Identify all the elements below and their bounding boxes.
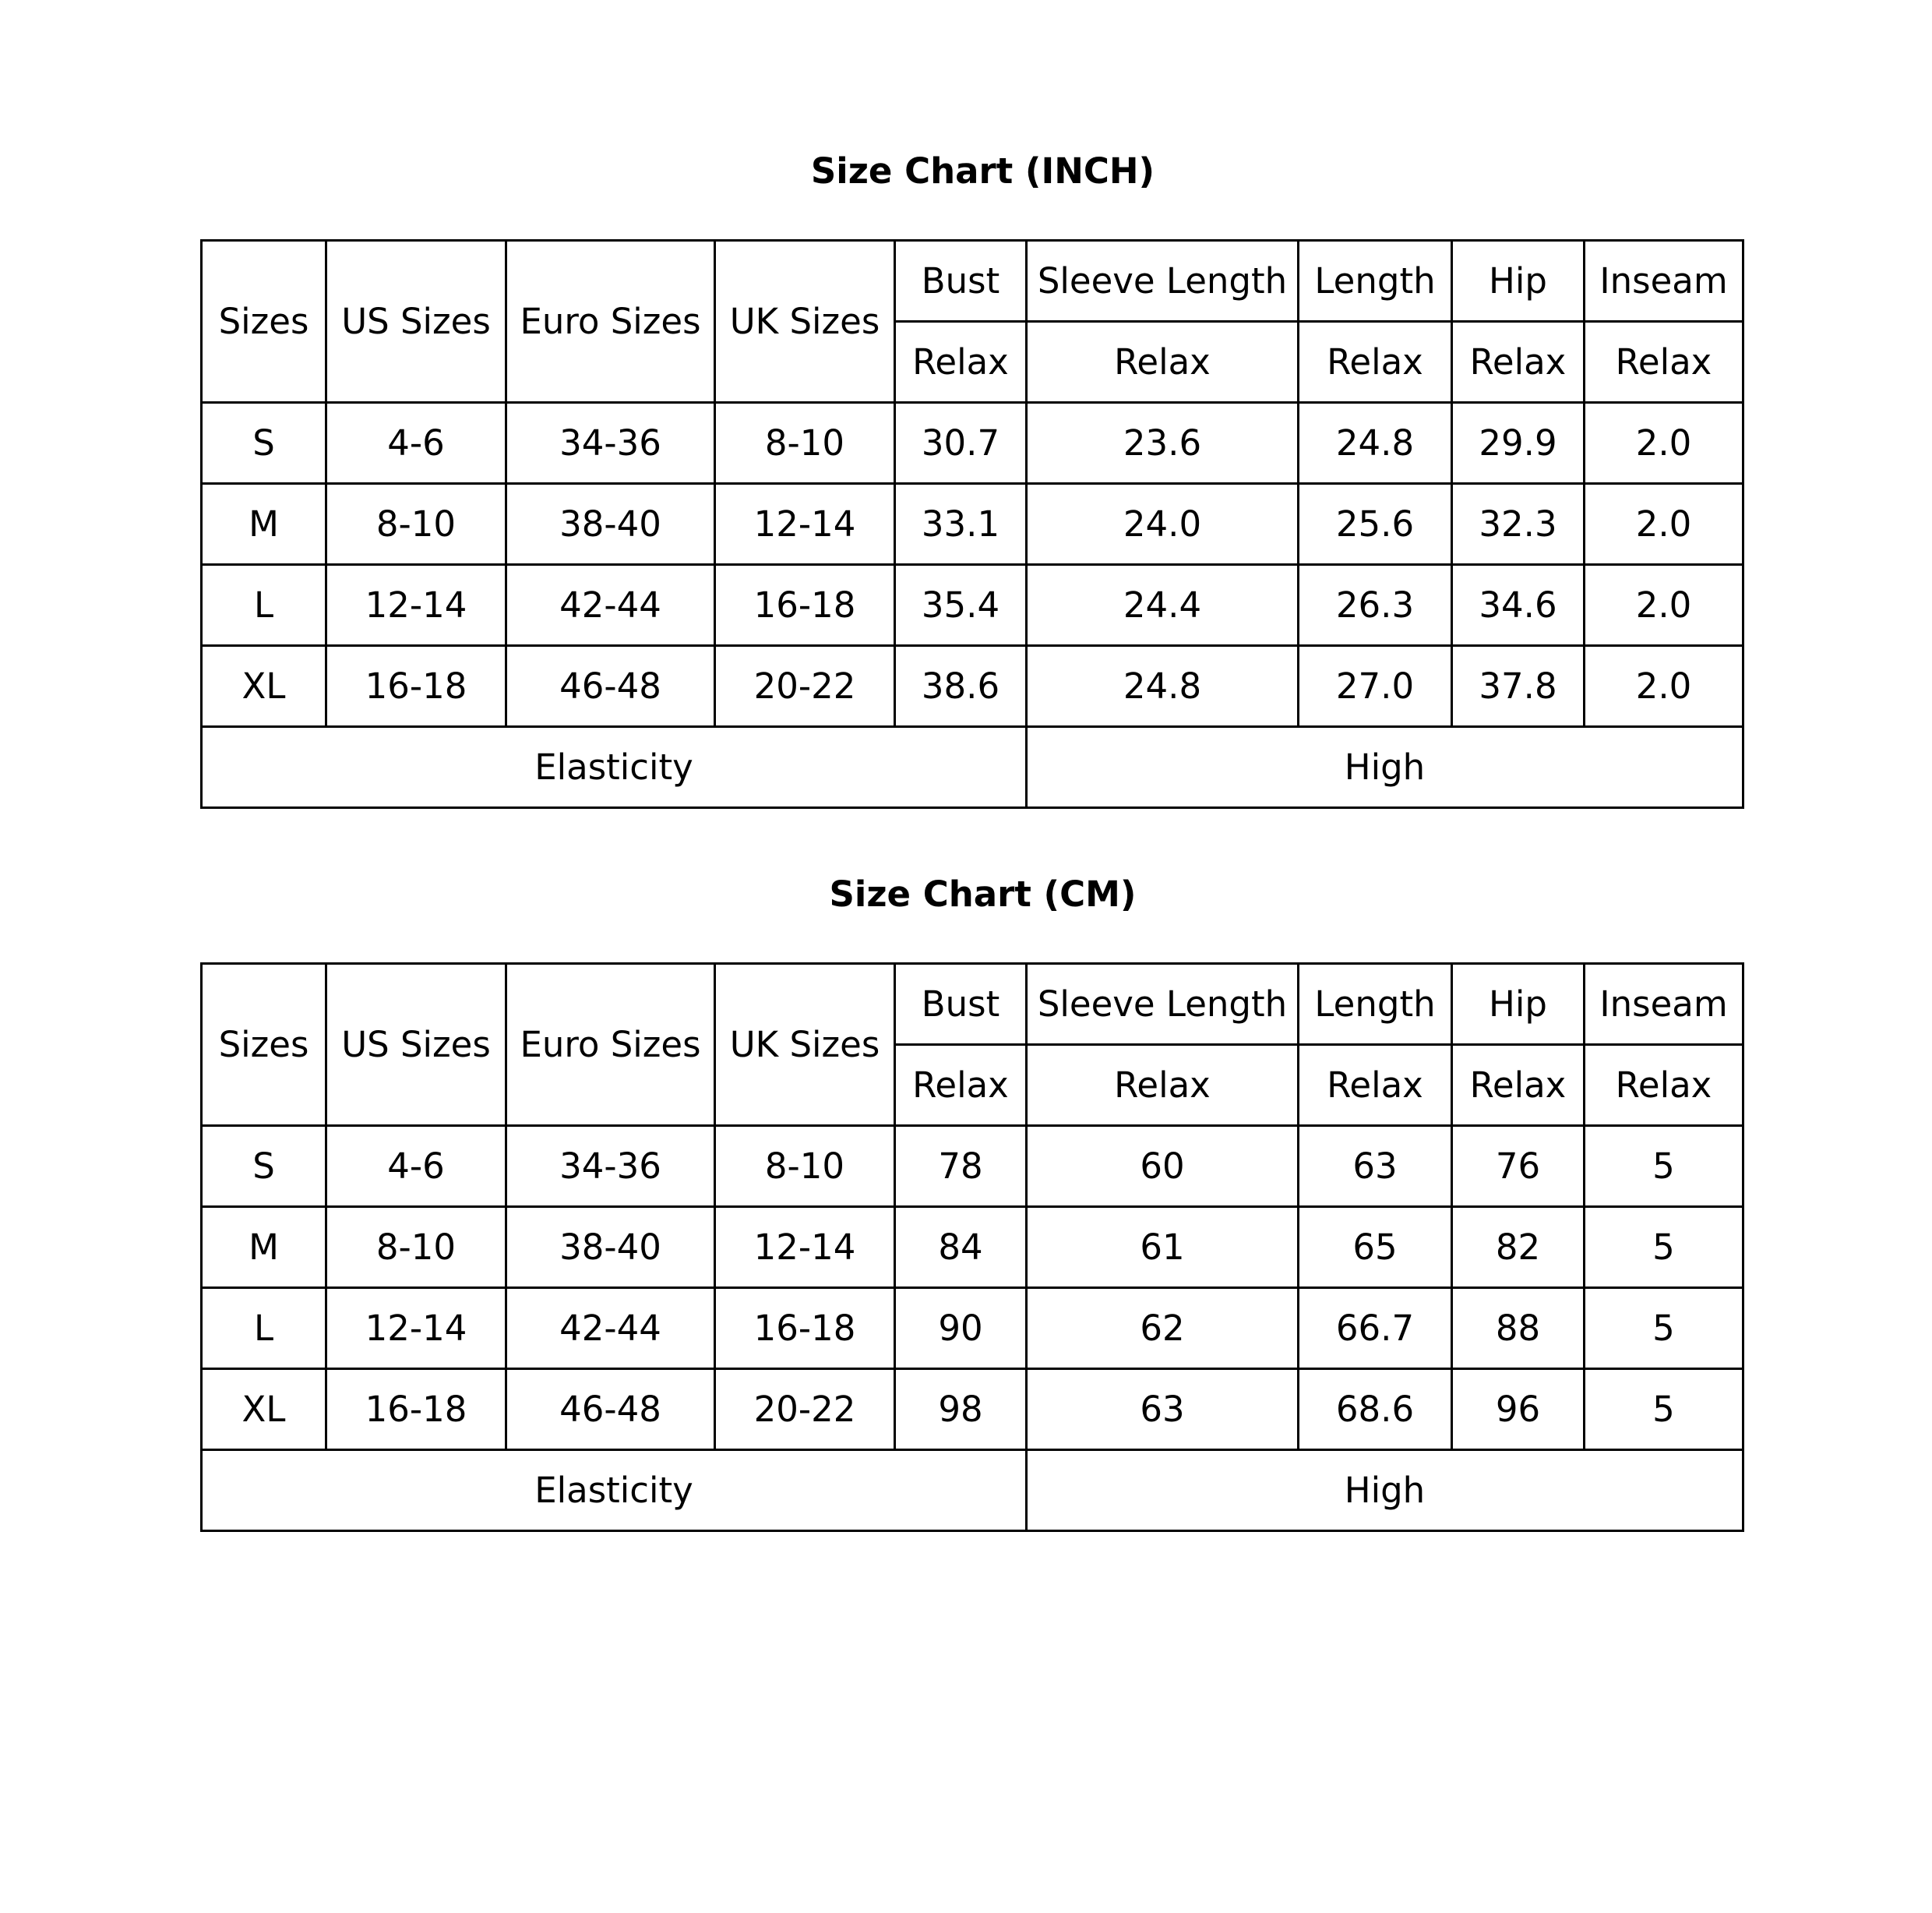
table-cell: 98: [895, 1369, 1027, 1450]
table-cell: 33.1: [895, 484, 1027, 565]
size-label-cell: M: [202, 484, 326, 565]
table-row: [202, 1126, 1743, 1207]
fit-cell: Relax: [895, 1045, 1027, 1126]
elasticity-label: Elasticity: [202, 1450, 1027, 1531]
header-bust: Bust: [895, 964, 1027, 1045]
table-cell: 23.6: [1027, 403, 1299, 484]
fit-cell: Relax: [1585, 1045, 1743, 1126]
header-uk-sizes: UK Sizes: [715, 241, 895, 403]
table-cell: 42-44: [506, 565, 715, 646]
table-cell: 24.8: [1299, 403, 1452, 484]
table-cell: 12-14: [715, 1207, 895, 1288]
size-label-cell: M: [202, 1207, 326, 1288]
header-inseam: Inseam: [1585, 964, 1743, 1045]
fit-cell: Relax: [1452, 1045, 1585, 1126]
fit-cell: Relax: [1452, 322, 1585, 403]
fit-cell: Relax: [1027, 322, 1299, 403]
table-cell: 25.6: [1299, 484, 1452, 565]
header-sizes: Sizes: [202, 241, 326, 403]
table-cell: 20-22: [715, 646, 895, 727]
table-cell: 2.0: [1585, 565, 1743, 646]
size-table-inch: [200, 239, 1744, 809]
table-cell: 60: [1027, 1126, 1299, 1207]
size-label-cell: S: [202, 403, 326, 484]
table-cell: 20-22: [715, 1369, 895, 1450]
table-cell: 30.7: [895, 403, 1027, 484]
table-cell: 61: [1027, 1207, 1299, 1288]
table-cell: 27.0: [1299, 646, 1452, 727]
table-cell: 12-14: [715, 484, 895, 565]
table-cell: 5: [1585, 1126, 1743, 1207]
header-length: Length: [1299, 241, 1452, 322]
table-row: [202, 1369, 1743, 1450]
table-cell: 26.3: [1299, 565, 1452, 646]
header-us-sizes: US Sizes: [326, 241, 506, 403]
header-hip: Hip: [1452, 241, 1585, 322]
table-row: [202, 1288, 1743, 1369]
table-cell: 88: [1452, 1288, 1585, 1369]
fit-cell: Relax: [1299, 322, 1452, 403]
header-inseam: Inseam: [1585, 241, 1743, 322]
table-cell: 4-6: [326, 1126, 506, 1207]
header-uk-sizes: UK Sizes: [715, 964, 895, 1126]
footer-row: [202, 727, 1743, 808]
header-row: [202, 964, 1743, 1045]
header-hip: Hip: [1452, 964, 1585, 1045]
table-cell: 8-10: [715, 403, 895, 484]
table-cell: 68.6: [1299, 1369, 1452, 1450]
table-cell: 63: [1027, 1369, 1299, 1450]
table-row: [202, 565, 1743, 646]
table-cell: 16-18: [715, 565, 895, 646]
table-cell: 42-44: [506, 1288, 715, 1369]
size-table-cm: [200, 962, 1744, 1532]
table-cell: 46-48: [506, 646, 715, 727]
elasticity-label: Elasticity: [202, 727, 1027, 808]
table-cell: 2.0: [1585, 484, 1743, 565]
header-sleeve-length: Sleeve Length: [1027, 241, 1299, 322]
table-cell: 8-10: [715, 1126, 895, 1207]
header-euro-sizes: Euro Sizes: [506, 964, 715, 1126]
table-cell: 16-18: [326, 1369, 506, 1450]
table-cell: 32.3: [1452, 484, 1585, 565]
table-cell: 62: [1027, 1288, 1299, 1369]
table-cell: 90: [895, 1288, 1027, 1369]
size-label-cell: XL: [202, 646, 326, 727]
table-cell: 66.7: [1299, 1288, 1452, 1369]
header-length: Length: [1299, 964, 1452, 1045]
table-cell: 5: [1585, 1369, 1743, 1450]
header-bust: Bust: [895, 241, 1027, 322]
table-cell: 16-18: [715, 1288, 895, 1369]
table-cell: 5: [1585, 1207, 1743, 1288]
table-cell: 65: [1299, 1207, 1452, 1288]
fit-cell: Relax: [1299, 1045, 1452, 1126]
header-row: [202, 241, 1743, 322]
size-label-cell: L: [202, 565, 326, 646]
table-cell: 38-40: [506, 1207, 715, 1288]
elasticity-value: High: [1027, 727, 1743, 808]
table-cell: 34-36: [506, 1126, 715, 1207]
table-cell: 34-36: [506, 403, 715, 484]
table-cell: 4-6: [326, 403, 506, 484]
table-row: [202, 484, 1743, 565]
table-cell: 63: [1299, 1126, 1452, 1207]
size-chart-cm: [200, 871, 1742, 1532]
chart-title: Size Chart (INCH): [810, 150, 1155, 192]
header-sleeve-length: Sleeve Length: [1027, 964, 1299, 1045]
table-cell: 46-48: [506, 1369, 715, 1450]
table-cell: 2.0: [1585, 646, 1743, 727]
table-cell: 16-18: [326, 646, 506, 727]
fit-cell: Relax: [895, 322, 1027, 403]
footer-row: [202, 1450, 1743, 1531]
table-cell: 29.9: [1452, 403, 1585, 484]
table-cell: 96: [1452, 1369, 1585, 1450]
table-cell: 24.8: [1027, 646, 1299, 727]
table-cell: 37.8: [1452, 646, 1585, 727]
table-cell: 76: [1452, 1126, 1585, 1207]
table-row: [202, 1207, 1743, 1288]
size-label-cell: S: [202, 1126, 326, 1207]
table-cell: 24.4: [1027, 565, 1299, 646]
table-cell: 78: [895, 1126, 1027, 1207]
table-cell: 38.6: [895, 646, 1027, 727]
header-euro-sizes: Euro Sizes: [506, 241, 715, 403]
table-cell: 84: [895, 1207, 1027, 1288]
table-row: [202, 403, 1743, 484]
size-label-cell: XL: [202, 1369, 326, 1450]
table-cell: 8-10: [326, 1207, 506, 1288]
size-label-cell: L: [202, 1288, 326, 1369]
fit-cell: Relax: [1027, 1045, 1299, 1126]
size-chart-inch: [200, 148, 1742, 809]
table-cell: 5: [1585, 1288, 1743, 1369]
table-row: [202, 646, 1743, 727]
header-sizes: Sizes: [202, 964, 326, 1126]
table-cell: 8-10: [326, 484, 506, 565]
elasticity-value: High: [1027, 1450, 1743, 1531]
table-cell: 24.0: [1027, 484, 1299, 565]
table-cell: 2.0: [1585, 403, 1743, 484]
table-cell: 12-14: [326, 1288, 506, 1369]
table-cell: 34.6: [1452, 565, 1585, 646]
chart-title: Size Chart (CM): [829, 874, 1137, 915]
header-us-sizes: US Sizes: [326, 964, 506, 1126]
fit-cell: Relax: [1585, 322, 1743, 403]
table-cell: 12-14: [326, 565, 506, 646]
table-cell: 82: [1452, 1207, 1585, 1288]
table-cell: 38-40: [506, 484, 715, 565]
table-cell: 35.4: [895, 565, 1027, 646]
